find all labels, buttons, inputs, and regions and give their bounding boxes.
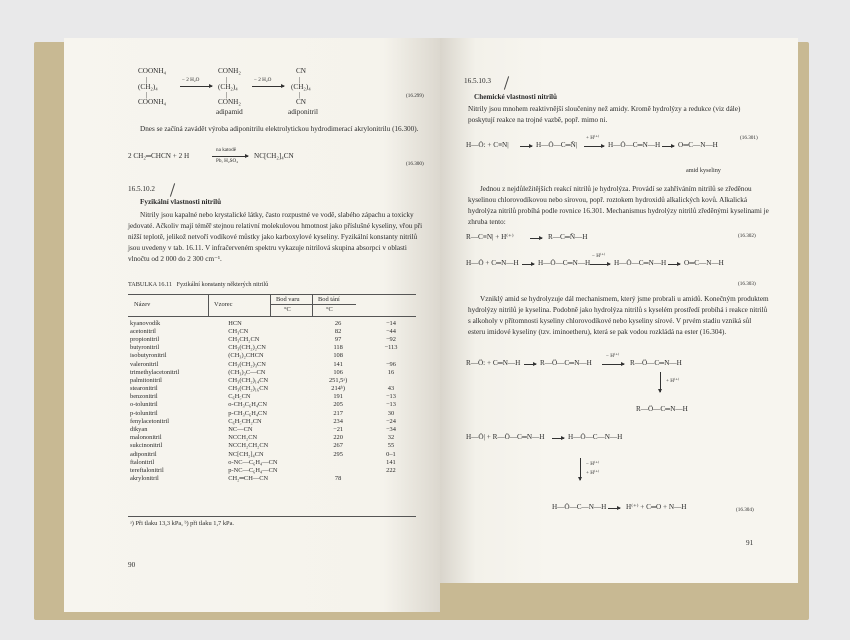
table-row bbox=[128, 434, 418, 442]
eq304-arrow-down-1 bbox=[660, 372, 661, 392]
cell-mp: −113 bbox=[384, 344, 398, 352]
eq304-row1-lhs: R—Ö: + C═N—H bbox=[466, 359, 521, 367]
cell-name: acetonitril bbox=[130, 327, 156, 335]
section-divider-slash bbox=[170, 183, 175, 197]
table-row bbox=[128, 458, 418, 466]
table-row bbox=[128, 442, 418, 450]
eq304-vertical-condition: + H⁽⁺⁾ bbox=[666, 378, 680, 384]
cell-name: malononitril bbox=[130, 434, 162, 442]
table-row bbox=[128, 319, 418, 327]
cell-bp: 217 bbox=[333, 409, 343, 417]
page-number-left: 90 bbox=[128, 561, 136, 569]
table-footnote: ᵃ) Při tlaku 13,3 kPa, ᵇ) při tlaku 1,7 kPa. bbox=[130, 520, 235, 527]
eq2-number: (16.300) bbox=[406, 161, 424, 167]
cell-bp: 97 bbox=[334, 335, 342, 343]
cell-name: p-tolunitril bbox=[130, 409, 158, 417]
eq1-reactant-line5: COONH₄ bbox=[138, 98, 167, 106]
eq302-line2-mid2: H—Ö—C═N—H bbox=[614, 259, 667, 267]
cell-mp: 16 bbox=[387, 368, 395, 376]
eq302-line2-mid: H—Ö—C═N—H bbox=[538, 259, 591, 267]
cell-bp: 251,5ᵃ) bbox=[328, 376, 348, 384]
paragraph-reactivity: Nitrily jsou mnohem reaktivnější sloučeniny než amidy. Kromě hydrolýzy a redukce (viz dále) poskytují reakce na trojné vazbě, popř. mimo ni. bbox=[468, 105, 741, 124]
eq2-lhs: 2 CH₂═CHCN + 2 H bbox=[128, 152, 190, 160]
table-row bbox=[128, 409, 418, 417]
eq1-product-line2: | bbox=[299, 76, 301, 84]
table-header-divider-2 bbox=[270, 294, 271, 316]
cell-bp bbox=[312, 458, 364, 466]
eq304-row3-lhs: H—Ö| + R—Ö—C═N—H bbox=[466, 433, 545, 441]
cell-bp: 191 bbox=[333, 393, 343, 401]
eq304-arrow-1 bbox=[524, 364, 536, 365]
section-title-physical: Fyzikální vlastnosti nitrilů bbox=[140, 198, 222, 206]
table-row bbox=[128, 475, 418, 483]
cell-formula: CH₃(CH₂)₃CN bbox=[228, 360, 266, 368]
section-number-16-5-10-2: 16.5.10.2 bbox=[128, 185, 155, 193]
eq304-row4-lhs: H—Ö—C—N—H bbox=[552, 503, 607, 511]
eq304-number: (16.304) bbox=[736, 507, 754, 513]
table-row bbox=[128, 425, 418, 433]
table-row bbox=[128, 376, 418, 384]
eq304-row4-rhs: H⁽⁺⁾ + C═O + N—H bbox=[626, 503, 687, 511]
eq304-row1-condition: − H⁽⁺⁾ bbox=[606, 353, 620, 359]
eq301-condition: + H⁽⁺⁾ bbox=[586, 135, 600, 141]
cell-name: valeronitril bbox=[130, 360, 159, 368]
cell-bp: 82 bbox=[334, 327, 342, 335]
cell-mp: −14 bbox=[385, 319, 396, 327]
left-page bbox=[64, 38, 440, 612]
cell-formula: p-NC—C₆H₄—CN bbox=[228, 466, 278, 474]
cell-mp: −96 bbox=[385, 360, 396, 368]
cell-name: butyronitril bbox=[130, 344, 160, 352]
paragraph-physical-properties: Nitrily jsou kapalné nebo krystalické látky, často rozpustné ve vodě, slabého zápachu a toxicky jedovaté. Ačkoliv mají téměř stejnou relativní molekulovou hmotnost jako příslušné kyseliny, vřou při nižší teplotě, jelikož netvoří vodíkové můstky jako karboxylové kyseliny. Fyzikální konstanty nitrilů jsou uvedeny v tab. 16.11. V infračerveném spektru vykazuje nitrilová skupina absorpci v oblasti vlnočtu od 2 000 do 2 300 cm⁻¹. bbox=[128, 211, 423, 263]
cell-name: kyanovodík bbox=[130, 319, 161, 327]
cell-formula: CH₃(CH₂)₂CN bbox=[228, 344, 266, 352]
table-row bbox=[128, 401, 418, 409]
eq301-rhs: O═C—N—H bbox=[678, 141, 718, 149]
cell-formula: CH₂═CH—CN bbox=[228, 475, 269, 483]
cell-mp: 141 bbox=[386, 458, 396, 466]
cell-bp: 118 bbox=[333, 344, 343, 352]
table-header-subrule bbox=[270, 304, 356, 305]
eq302-arrow-1 bbox=[530, 238, 542, 239]
cell-bp: 78 bbox=[334, 475, 342, 483]
eq301-arrow-2 bbox=[584, 146, 604, 147]
eq1-intermediate-line5: CONH₂ bbox=[218, 98, 241, 106]
eq302-number: (16.302) bbox=[738, 233, 756, 239]
table-caption bbox=[128, 282, 268, 288]
eq1-reactant-line3: (CH₂)₄ bbox=[138, 83, 158, 91]
cell-mp: −13 bbox=[385, 393, 396, 401]
cell-bp: 267 bbox=[333, 442, 343, 450]
table-row bbox=[128, 344, 418, 352]
table-header-mp: Bod tání bbox=[318, 296, 340, 303]
eq304-row1-rhs: R—Ö—C═N—H bbox=[630, 359, 682, 367]
table-row bbox=[128, 417, 418, 425]
table-header-mp-unit: °C bbox=[326, 306, 333, 313]
eq304-row3-rhs: H—Ö—C—N—H bbox=[568, 433, 623, 441]
cell-formula: NC[CH₂]₄CN bbox=[228, 450, 264, 458]
cell-mp: −24 bbox=[385, 417, 396, 425]
eq1-reactant-line1: COONH₄ bbox=[138, 67, 167, 75]
table-header-divider-3 bbox=[312, 294, 313, 316]
cell-formula: p-CH₃C₆H₄CN bbox=[228, 409, 267, 417]
eq302-arrow-3 bbox=[590, 264, 610, 265]
right-page bbox=[440, 38, 798, 583]
eq2-rhs: NC[CH₂]₄CN bbox=[254, 152, 294, 160]
eq304-arrow-4 bbox=[608, 508, 620, 509]
eq1-intermediate-line1: CONH₂ bbox=[218, 67, 241, 75]
eq1-number: (16.299) bbox=[406, 93, 424, 99]
table-header-bp-unit: °C bbox=[284, 306, 291, 313]
eq1-product-name: adiponitril bbox=[288, 108, 318, 116]
cell-mp: 222 bbox=[386, 466, 396, 474]
eq1-product-line3: (CH₂)₄ bbox=[291, 83, 311, 91]
cell-formula: NCCH₂CH₂CN bbox=[228, 442, 269, 450]
cell-mp: −92 bbox=[385, 335, 396, 343]
eq1-intermediate-name: adipamid bbox=[216, 108, 243, 116]
eq301-lhs: H—Ö: + C≡N| bbox=[466, 141, 509, 149]
eq302-arrow-2 bbox=[522, 264, 534, 265]
cell-formula: (CH₃)₃C—CN bbox=[228, 368, 266, 376]
nitrile-properties-table bbox=[128, 319, 418, 483]
cell-bp: 108 bbox=[333, 352, 343, 360]
table-row bbox=[128, 466, 418, 474]
cell-mp: −34 bbox=[385, 426, 396, 434]
cell-mp: −13 bbox=[385, 401, 396, 409]
eq1-condition-1: − 2 H₂O bbox=[182, 77, 200, 83]
eq304-row1-mid: R—Ö—C═N—H bbox=[540, 359, 592, 367]
eq302-line2-lhs: H—Ö + C═N—H bbox=[466, 259, 519, 267]
cell-formula: NCCH₂CN bbox=[228, 434, 258, 442]
eq1-intermediate-line3: (CH₂)₄ bbox=[218, 83, 238, 91]
cell-name: stearonitril bbox=[130, 385, 158, 393]
eq302-line2-condition: − H⁽⁺⁾ bbox=[592, 253, 606, 259]
table-row bbox=[128, 335, 418, 343]
paragraph-hydrodimerization: Dnes se začíná zavádět výroba adiponitrilu elektrolytickou hydrodimerací akrylonitrilu (16.300). bbox=[140, 125, 419, 133]
cell-bp: 141 bbox=[333, 360, 343, 368]
section-divider-slash-right bbox=[504, 76, 509, 90]
table-header-divider-1 bbox=[208, 294, 209, 316]
table-header-bp: Bod varu bbox=[276, 296, 300, 303]
eq1-arrow-2 bbox=[252, 86, 284, 87]
cell-bp: 106 bbox=[333, 368, 343, 376]
eq1-intermediate-line4: | bbox=[226, 91, 228, 99]
cell-formula: CH₃CN bbox=[228, 327, 249, 335]
eq1-reactant-line4: | bbox=[146, 91, 148, 99]
cell-name: dikyan bbox=[130, 426, 148, 434]
cell-bp: 234 bbox=[333, 417, 343, 425]
table-header-name: Název bbox=[134, 301, 151, 308]
page-number-right: 91 bbox=[746, 539, 754, 547]
eq304-arrow-down-2 bbox=[580, 458, 581, 480]
cell-mp: 55 bbox=[387, 442, 395, 450]
cell-name: tereftalonitril bbox=[130, 466, 164, 474]
eq302-line2-rhs: O═C—N—H bbox=[684, 259, 724, 267]
eq301-number: (16.301) bbox=[740, 135, 758, 141]
table-row bbox=[128, 327, 418, 335]
cell-name: adiponitril bbox=[130, 450, 157, 458]
table-caption-label: TABULKA 16.11 bbox=[128, 281, 172, 288]
cell-mp: 43 bbox=[387, 385, 395, 393]
cell-bp bbox=[312, 466, 364, 474]
eq1-intermediate-line2: | bbox=[226, 76, 228, 84]
eq302-line1-lhs: R—C≡N| + H⁽⁺⁾ bbox=[466, 233, 514, 241]
cell-mp: 32 bbox=[387, 434, 395, 442]
eq2-condition-top: na katodě bbox=[216, 147, 237, 153]
cell-name: ftalonitril bbox=[130, 458, 155, 466]
cell-mp bbox=[364, 376, 418, 384]
cell-formula: o-CH₃C₆H₄CN bbox=[228, 401, 267, 409]
section-number-16-5-10-3: 16.5.10.3 bbox=[464, 77, 491, 85]
table-row bbox=[128, 368, 418, 376]
cell-formula: CH₃(CH₂)₁₄CN bbox=[228, 376, 269, 384]
eq301-mid: H—Ö—C═N̄| bbox=[536, 141, 578, 149]
eq304-arrow-2 bbox=[602, 364, 624, 365]
cell-mp bbox=[364, 475, 418, 483]
cell-formula: NC—CN bbox=[228, 426, 253, 434]
table-top-rule bbox=[128, 294, 416, 295]
cell-mp: 0–1 bbox=[386, 450, 396, 458]
cell-name: o-tolunitril bbox=[130, 401, 158, 409]
eq303-number: (16.303) bbox=[738, 281, 756, 287]
cell-formula: C₆H₅CH₂CN bbox=[228, 417, 262, 425]
cell-formula: C₆H₅CN bbox=[228, 393, 251, 401]
eq301-arrow-1 bbox=[520, 146, 532, 147]
eq304-row2-rhs: R—Ö—C═N—H bbox=[636, 405, 688, 413]
cell-name: benzonitril bbox=[130, 393, 158, 401]
cell-name: trimethylacetonitril bbox=[130, 368, 180, 376]
cell-formula: o-NC—C₆H₄—CN bbox=[228, 458, 278, 466]
eq1-condition-2: − 2 H₂O bbox=[254, 77, 272, 83]
eq304-vertical-condition-2a: − H⁽⁺⁾ bbox=[586, 461, 600, 467]
eq1-product-line5: CN bbox=[296, 98, 306, 106]
cell-bp: 214ᵇ) bbox=[331, 385, 345, 393]
cell-bp: 295 bbox=[333, 450, 343, 458]
table-row bbox=[128, 393, 418, 401]
paragraph-hydrolysis: Jednou z nejdůležitějších reakcí nitrilů je hydrolýza. Provádí se zahříváním nitrilů se zředěnou kyselinou chlorovodíkovou nebo sírovou, popř. roztokem hydroxidů alkalických kovů. Alkalická hydrolýza nitrilů probíhá podle rovnice 16.301. Mechanismus hydrolýzy nitrilů zředěnými kyselinami je zhruba tento: bbox=[468, 185, 769, 226]
paragraph-amide-hydrolysis: Vzniklý amid se hydrolyzuje dál mechanismem, který jsme probrali u amidů. Konečným produktem hydrolýzy nitrilů je kyselina. Podobně jako hydrolýza nitrilů s kyselém prostředí probíhá i reakce nitrilů s alkoholy v přítomnosti kyseliny chlorovodíkové nebo kyseliny sírové. V prvém stadiu vzniká sůl esteru imidové kyseliny (tzv. iminoetheru), která se pak vodou rozkládá na ester (16.304). bbox=[468, 295, 769, 336]
cell-name: sukcinonitril bbox=[130, 442, 163, 450]
table-row bbox=[128, 360, 418, 368]
cell-formula: CH₃(CH₂)₁₆CN bbox=[228, 385, 269, 393]
eq301-mid2: H—Ö—C═N—H bbox=[608, 141, 661, 149]
eq1-product-line1: CN bbox=[296, 67, 306, 75]
eq301-arrow-3 bbox=[662, 146, 674, 147]
eq1-arrow-1 bbox=[180, 86, 212, 87]
cell-mp bbox=[364, 352, 418, 360]
eq1-reactant-line2: | bbox=[146, 76, 148, 84]
section-title-chemical: Chemické vlastnosti nitrilů bbox=[474, 93, 558, 101]
cell-mp: 30 bbox=[387, 409, 395, 417]
table-caption-text: Fyzikální konstanty některých nitrilů bbox=[176, 281, 269, 288]
cell-mp: −44 bbox=[385, 327, 396, 335]
table-header-formula: Vzorec bbox=[214, 301, 233, 308]
eq304-vertical-condition-2b: + H⁽⁺⁾ bbox=[586, 470, 600, 476]
eq302-arrow-4 bbox=[668, 264, 680, 265]
cell-name: isobutyronitril bbox=[130, 352, 167, 360]
cell-bp: 26 bbox=[334, 319, 342, 327]
eq304-arrow-3 bbox=[552, 438, 564, 439]
table-row bbox=[128, 385, 418, 393]
eq2-arrow bbox=[212, 156, 248, 157]
table-row bbox=[128, 450, 418, 458]
eq1-product-line4: | bbox=[299, 91, 301, 99]
cell-bp: 220 bbox=[333, 434, 343, 442]
cell-name: palmitonitril bbox=[130, 376, 162, 384]
cell-bp: −21 bbox=[333, 426, 344, 434]
table-bottom-rule bbox=[128, 516, 416, 517]
table-row bbox=[128, 352, 418, 360]
cell-bp: 205 bbox=[333, 401, 343, 409]
eq301-product-name: amid kyseliny bbox=[686, 167, 721, 174]
cell-formula: CH₃CH₂CN bbox=[228, 335, 260, 343]
eq302-line1-rhs: R—C═N̄—H bbox=[548, 233, 588, 241]
cell-formula: (CH₃)₂CHCN bbox=[228, 352, 264, 360]
cell-name: akrylonitril bbox=[130, 475, 159, 483]
table-header-bottom-rule bbox=[128, 316, 416, 317]
eq2-condition-bottom: Pb, H₂SO₄ bbox=[216, 158, 239, 164]
cell-name: fenylacetonitril bbox=[130, 417, 170, 425]
cell-name: propionitril bbox=[130, 335, 160, 343]
cell-formula: HCN bbox=[228, 319, 242, 327]
